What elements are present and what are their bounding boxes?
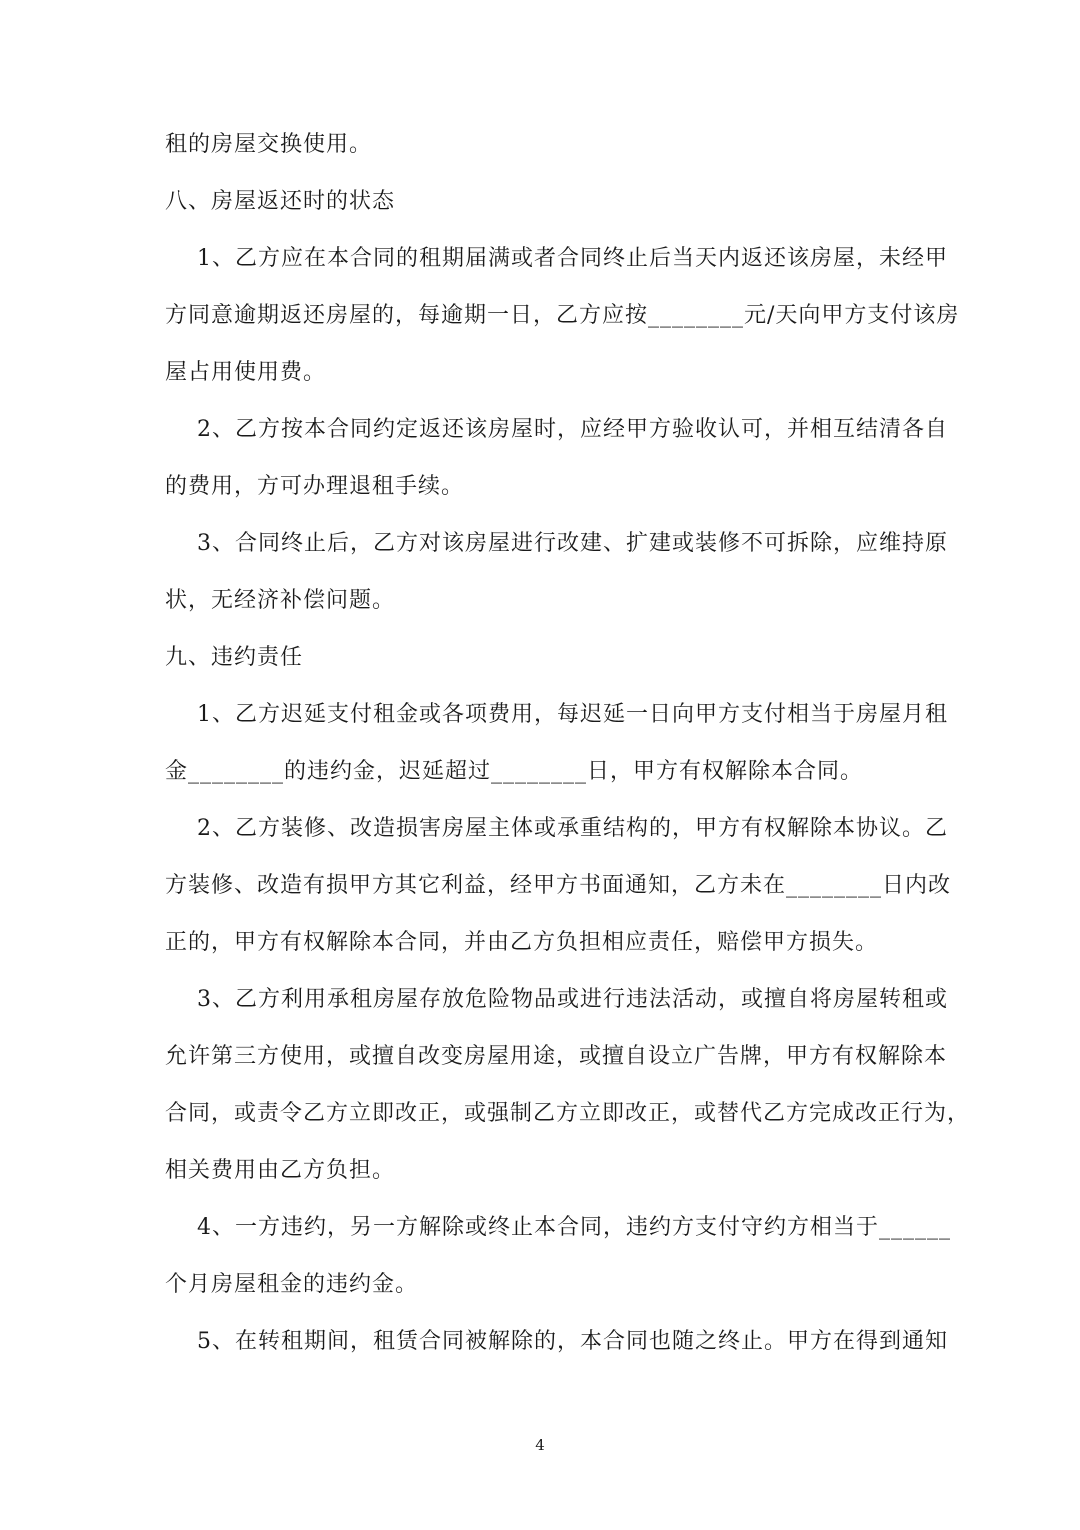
text-line: 3、合同终止后，乙方对该房屋进行改建、扩建或装修不可拆除，应维持原 [165,531,948,556]
text-line: 状，无经济补偿问题。 [165,588,396,613]
section-heading: 九、违约责任 [165,645,304,670]
text-line: 方同意逾期返还房屋的，每逾期一日，乙方应按________元/天向甲方支付该房 [165,303,960,328]
text-line: 租的房屋交换使用。 [165,132,373,157]
text-line: 1、乙方迟延支付租金或各项费用，每迟延一日向甲方支付相当于房屋月租 [165,702,948,727]
text-line: 的费用，方可办理退租手续。 [165,474,465,499]
text-line: 个月房屋租金的违约金。 [165,1272,419,1297]
text-line: 2、乙方按本合同约定返还该房屋时，应经甲方验收认可，并相互结清各自 [165,417,948,442]
text-line: 屋占用使用费。 [165,360,327,385]
text-line: 3、乙方利用承租房屋存放危险物品或进行违法活动，或擅自将房屋转租或 [165,987,948,1012]
text-line: 金________的违约金，迟延超过________日，甲方有权解除本合同。 [165,759,864,784]
text-line: 允许第三方使用，或擅自改变房屋用途，或擅自设立广告牌，甲方有权解除本 [165,1044,948,1069]
page-number: 4 [535,1436,545,1454]
text-line: 2、乙方装修、改造损害房屋主体或承重结构的，甲方有权解除本协议。乙 [165,816,948,841]
section-heading: 八、房屋返还时的状态 [165,189,396,214]
text-line: 合同，或责令乙方立即改正，或强制乙方立即改正，或替代乙方完成改正行为， [165,1101,971,1126]
text-line: 4、一方违约，另一方解除或终止本合同，违约方支付守约方相当于______ [165,1215,951,1240]
text-line: 1、乙方应在本合同的租期届满或者合同终止后当天内返还该房屋，未经甲 [165,246,948,271]
text-line: 正的，甲方有权解除本合同，并由乙方负担相应责任，赔偿甲方损失。 [165,930,879,955]
text-line: 相关费用由乙方负担。 [165,1158,396,1183]
text-line: 5、在转租期间，租赁合同被解除的，本合同也随之终止。甲方在得到通知 [165,1329,948,1354]
text-line: 方装修、改造有损甲方其它利益，经甲方书面通知，乙方未在________日内改 [165,873,952,898]
